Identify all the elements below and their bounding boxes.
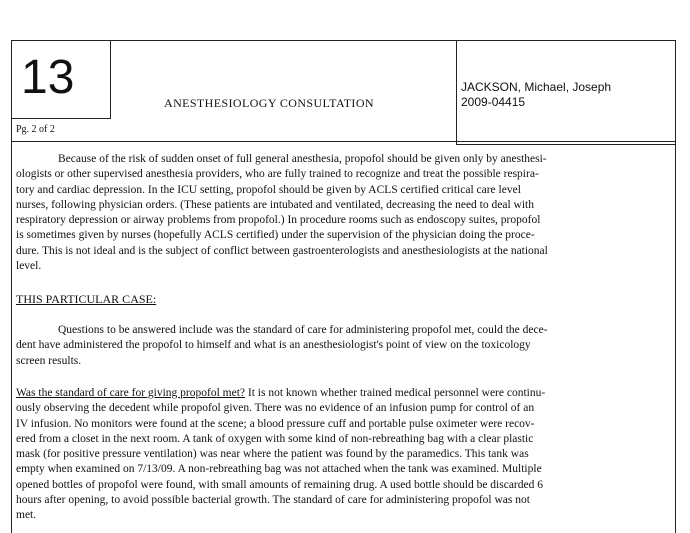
paragraph-line: ered from a closet in the next room. A tank of oxygen with some kind of non-rebreathing bag with a clear plastic xyxy=(16,432,534,445)
paragraph-line: opened bottles of propofol were found, with small amounts of remaining drug. A used bottle should be discarded 6 xyxy=(16,478,543,491)
paragraph-line: mask (for positive pressure ventilation) was near where the patient was found by the paramedics. This tank was xyxy=(16,448,529,461)
paragraph-line: nurses, following physician orders. (These patients are intubated and ventilated, decreasing the need to deal with xyxy=(16,198,534,211)
paragraph-line: ously observing the decedent while propofol given. There was no evidence of an infusion pump for control of an xyxy=(16,402,535,415)
paragraph-questions xyxy=(16,323,666,369)
paragraph-line: Because of the risk of sudden onset of full general anesthesia, propofol should be given only by anesthesi- xyxy=(58,153,547,165)
subsection-heading: Was the standard of care for giving propofol met? xyxy=(16,387,245,399)
paragraph-line: hours after opening, to avoid possible bacterial growth. The standard of care for administering propofol was not xyxy=(16,494,530,507)
section-heading: THIS PARTICULAR CASE: xyxy=(16,292,157,306)
paragraph-line: IV infusion. No monitors were found at the scene; a blood pressure cuff and portable pulse oximeter were recov- xyxy=(16,417,535,430)
paragraph-line: tory and cardiac depression. In the ICU setting, propofol should be given by ACLS certified critical care level xyxy=(16,183,521,196)
page-count-label: Pg. 2 of 2 xyxy=(16,124,55,135)
paragraph-line xyxy=(16,386,666,401)
case-number: 2009-04415 xyxy=(461,95,526,109)
paragraph-line: dent have administered the propofol to himself and what is an anesthesiologist's point of view on the toxicology xyxy=(16,339,531,352)
header-divider xyxy=(11,141,675,142)
paragraph-line: respiratory depression or airway problems from propofol.) In procedure rooms such as endoscopy suites, propofol xyxy=(16,214,541,227)
paragraph-line: is sometimes given by nurses (hopefully ACLS certified) under the supervision of the physician doing the proce- xyxy=(16,229,535,242)
paragraph-line: dure. This is not ideal and is the subject of conflict between gastroenterologists and anesthesiologists at the national xyxy=(16,244,548,257)
paragraph-line: screen results. xyxy=(16,354,82,367)
paragraph-line: met. xyxy=(16,509,37,522)
paragraph-standard-of-care xyxy=(16,386,666,524)
paragraph-line: ologists or other supervised anesthesia providers, who are fully trained to recognize and treat the possible respira- xyxy=(16,168,539,181)
document-title: ANESTHESIOLOGY CONSULTATION xyxy=(164,96,374,110)
page-number: 13 xyxy=(21,51,75,104)
paragraph-line: Questions to be answered include was the standard of care for administering propofol met, could the dece- xyxy=(58,324,548,336)
paragraph-line: level. xyxy=(16,260,42,273)
paragraph-line: empty when examined on 7/13/09. A non-rebreathing bag was not attached when the tank was examined. Multiple xyxy=(16,463,542,476)
paragraph-propofol-risk xyxy=(16,152,666,274)
paragraph-text: It is not known whether trained medical personnel were continu- xyxy=(245,387,546,399)
patient-name: JACKSON, Michael, Joseph xyxy=(461,80,612,94)
